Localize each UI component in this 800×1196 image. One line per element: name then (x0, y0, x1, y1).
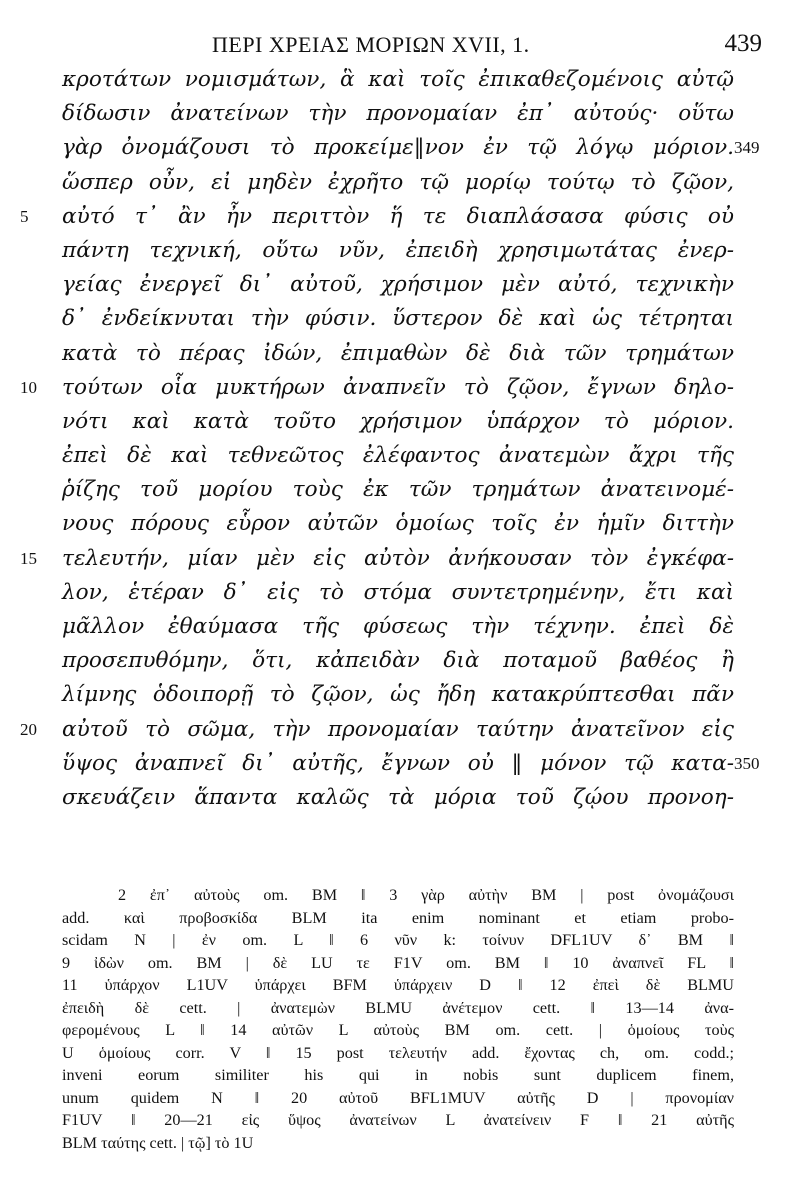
page-header (62, 28, 770, 64)
text-line (0, 780, 800, 814)
line-text: τελευτήν, μίαν μὲν εἰς αὐτὸν ἀνήκουσαν τὸν ἐγκέφα- (62, 545, 734, 571)
apparatus-line: 2 ἐπ᾽ αὐτοὺς om. BM ‖ 3 γὰρ αὐτὴν BM | post ὀνομάζουσι (118, 886, 734, 904)
text-line (0, 199, 800, 233)
line-text: λίμνης ὁδοιπορῇ τὸ ζῷον, ὡς ἤδη κατακρύπτεσθαι πᾶν (62, 682, 734, 708)
text-line (0, 233, 800, 267)
text-line (0, 96, 800, 130)
text-line (0, 643, 800, 677)
text-line (0, 165, 800, 199)
margin-page-reference: 349 (734, 138, 760, 158)
text-line (0, 267, 800, 301)
line-text: ἐπεὶ δὲ καὶ τεθνεῶτος ἐλέφαντος ἀνατεμὼν ἄχρι τῆς (62, 443, 734, 469)
line-text: δίδωσιν ἀνατείνων τὴν προνομαίαν ἐπ᾽ αὐτούς· οὕτω (62, 101, 734, 127)
line-text: λον, ἑτέραν δ᾽ εἰς τὸ στόμα συντετρημένην, ἔτι καὶ (62, 579, 734, 605)
line-text: ὕψος ἀναπνεῖ δι᾽ αὐτῆς, ἔγνων οὐ ‖ μόνον τῷ κατα- (62, 750, 734, 776)
line-text: δ᾽ ἐνδείκνυται τὴν φύσιν. ὕστερον δὲ καὶ ὡς τέτρηται (62, 306, 734, 332)
apparatus-line: scidam N | ἐν om. L ‖ 6 νῦν k: τοίνυν DFL1UV δ᾽ BM ‖ (62, 931, 734, 949)
apparatus-line: 9 ἰδὼν om. BM | δὲ LU τε F1V om. BM ‖ 10 ἀναπνεῖ FL ‖ (62, 953, 734, 972)
apparatus-line: φερομένους L ‖ 14 αὐτῶν L αὐτοὺς BM om. cett. | ὁμοίους τοὺς (62, 1021, 734, 1039)
text-line (0, 746, 800, 780)
line-number: 20 (20, 719, 37, 739)
running-title: ΠΕΡΙ ΧΡΕΙΑΣ ΜΟΡΙΩΝ XVII, 1. (212, 32, 530, 57)
line-number: 15 (20, 548, 37, 568)
apparatus-line: 11 ὑπάρχον L1UV ὑπάρχει BFM ὑπάρχειν D ‖ 12 ἐπεὶ δὲ BLMU (62, 976, 734, 994)
line-text: κατὰ τὸ πέρας ἰδών, ἐπιμαθὼν δὲ διὰ τῶν τρημάτων (62, 340, 734, 366)
text-line (0, 609, 800, 643)
text-line (0, 438, 800, 472)
line-text: νότι καὶ κατὰ τοῦτο χρήσιμον ὑπάρχον τὸ μόριον. (62, 408, 734, 434)
text-line (0, 575, 800, 609)
line-text: σκευάζειν ἅπαντα καλῶς τὰ μόρια τοῦ ζῴου προνοη- (62, 784, 734, 810)
apparatus-line: inveni eorum similiter his qui in nobis sunt duplicem finem, (62, 1066, 734, 1084)
text-line (0, 370, 800, 404)
apparatus-line: F1UV ‖ 20—21 εἰς ὕψος ἀνατείνων L ἀνατείνειν F ‖ 21 αὐτῆς (62, 1111, 734, 1129)
main-text (0, 62, 800, 814)
line-text: νους πόρους εὗρον αὐτῶν ὁμοίως τοῖς ἐν ἡμῖν διττὴν (62, 511, 734, 537)
line-number: 5 (20, 206, 29, 226)
line-text: γείας ἐνεργεῖ δι᾽ αὐτοῦ, χρήσιμον μὲν αὐτό, τεχνικὴν (62, 272, 734, 298)
line-text: ὥσπερ οὖν, εἰ μηδὲν ἐχρῆτο τῷ μορίῳ τούτῳ τὸ ζῷον, (62, 169, 734, 195)
apparatus-line: unum quidem N ‖ 20 αὐτοῦ BFL1MUV αὐτῆς D | προνομίαν (62, 1088, 734, 1107)
line-number: 10 (20, 377, 37, 397)
text-line (0, 677, 800, 711)
text-line (0, 130, 800, 164)
text-line (0, 506, 800, 540)
line-text: κροτάτων νομισμάτων, ἃ καὶ τοῖς ἐπικαθεζομένοις αὐτῷ (62, 67, 734, 92)
line-text: μᾶλλον ἐθαύμασα τῆς φύσεως τὴν τέχνην. ἐπεὶ δὲ (62, 614, 734, 639)
line-text: πάντη τεχνική, οὕτω νῦν, ἐπειδὴ χρησιμωτάτας ἐνερ- (62, 237, 734, 263)
text-line (0, 404, 800, 438)
line-text: γὰρ ὀνομάζουσι τὸ προκείμε‖νον ἐν τῷ λόγῳ μόριον. (62, 135, 734, 161)
critical-apparatus (62, 884, 734, 1154)
apparatus-line: ἐπειδὴ δὲ cett. | ἀνατεμὼν BLMU ἀνέτεμον cett. ‖ 13—14 ἀνα- (62, 998, 734, 1017)
text-line (0, 301, 800, 335)
text-line (0, 336, 800, 370)
text-line (0, 62, 800, 96)
text-line (0, 541, 800, 575)
apparatus-line: add. καὶ προβοσκίδα BLM ita enim nominant et etiam probo- (62, 908, 734, 927)
line-text: αὐτοῦ τὸ σῶμα, τὴν προνομαίαν ταύτην ἀνατεῖνον εἰς (62, 716, 734, 742)
margin-page-reference: 350 (734, 753, 760, 773)
apparatus-line: BLM ταύτης cett. | τῷ] τὸ 1U (62, 1133, 254, 1152)
line-text: αὐτό τ᾽ ἂν ἦν περιττὸν ἥ τε διαπλάσασα φύσις οὐ (62, 203, 734, 229)
line-text: προσεπυθόμην, ὅτι, κἀπειδὰν διὰ ποταμοῦ βαθέος ἢ (62, 648, 734, 674)
line-text: τούτων οἷα μυκτήρων ἀναπνεῖν τὸ ζῷον, ἔγνων δηλο- (62, 374, 734, 400)
page-number: 439 (724, 30, 762, 57)
apparatus-line: U ὁμοίους corr. V ‖ 15 post τελευτήν add. ἔχοντας ch, om. codd.; (62, 1043, 734, 1062)
text-line (0, 472, 800, 506)
text-line (0, 712, 800, 746)
line-text: ῥίζης τοῦ μορίου τοὺς ἐκ τῶν τρημάτων ἀνατεινομέ- (62, 477, 734, 503)
